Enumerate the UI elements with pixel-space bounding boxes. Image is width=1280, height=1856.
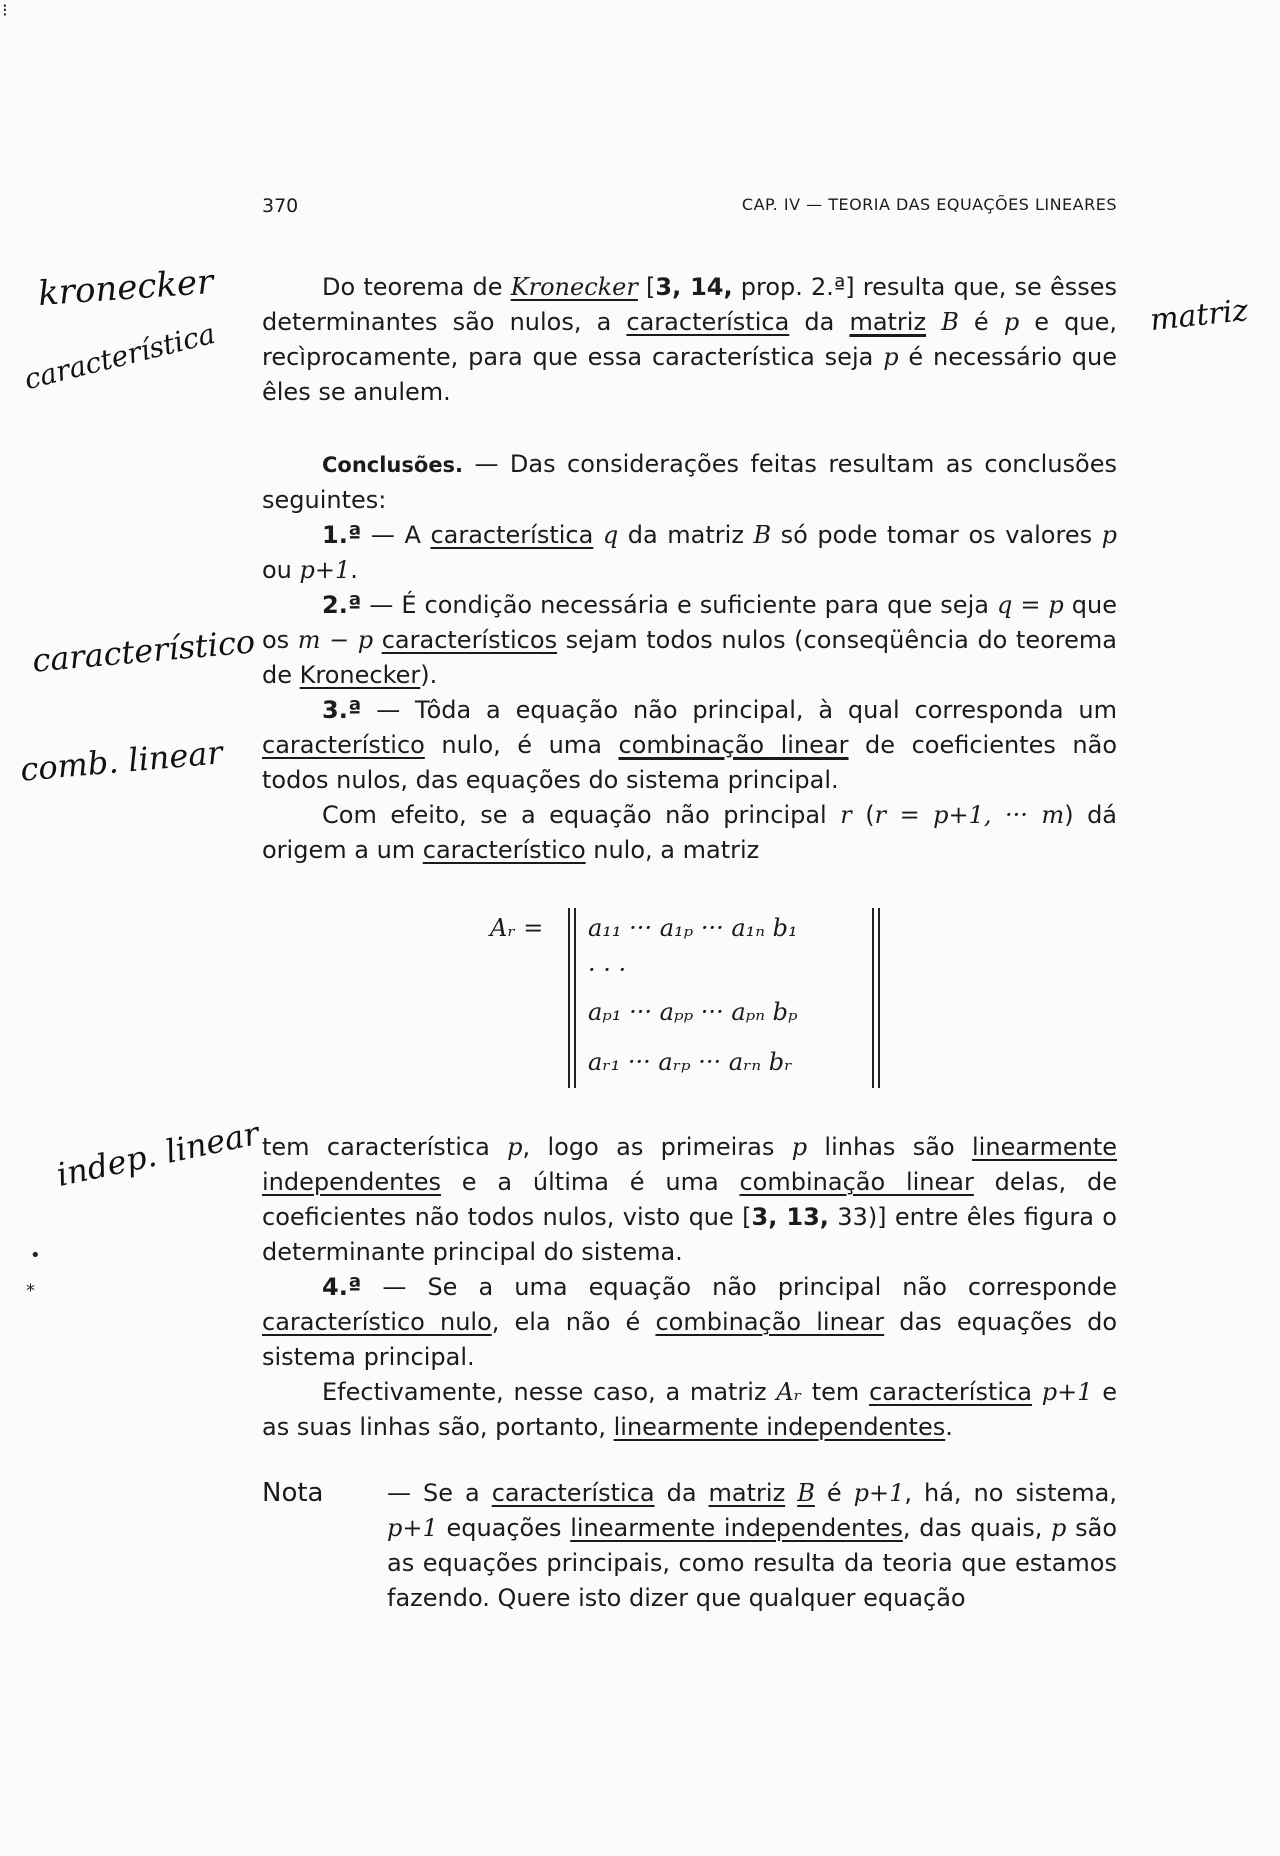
margin-note-comb-linear: comb. linear — [18, 733, 225, 789]
conclusions-section — [262, 447, 1117, 868]
term-caracteristica: característica — [626, 308, 790, 336]
paragraph-after-matrix — [262, 1130, 1117, 1445]
page-number: 370 — [262, 195, 299, 217]
term-matriz: matriz — [849, 308, 927, 336]
matrix-row: aᵣ₁ ··· aᵣₚ ··· aᵣₙ bᵣ — [588, 1048, 793, 1076]
conclusion-1: 1.ª — A característica q da matriz B só pode tomar os valores p ou p+1. — [262, 521, 1118, 584]
conclusion-3: 3.ª — Tôda a equação não principal, à qual corresponda um característico nulo, é uma combinação linear de coeficientes não todos nulos, das equações do sistema principal. — [262, 696, 1118, 794]
matrix-Ar — [490, 908, 890, 1088]
conclusion-4-proof: Efectivamente, nesse caso, a matriz Aᵣ tem característica p+1 e as suas linhas são, portanto, linearmente independentes. — [262, 1378, 1117, 1441]
scan-mark: ⁝ — [2, 0, 8, 21]
conclusion-3-proof: Com efeito, se a equação não principal r (r = p+1, ··· m) dá origem a um característico nulo, a matriz — [262, 801, 1118, 864]
matrix-row: a₁₁ ··· a₁ₚ ··· a₁ₙ b₁ — [588, 914, 798, 942]
matrix-bracket-left — [568, 908, 570, 1088]
margin-note-kronecker: kronecker — [36, 261, 215, 315]
paragraph-kronecker: Do teorema de Kronecker [3, 14, prop. 2.ª] resulta que, se êsses determinantes são nulos, a característica da matriz B é p e que, recìprocamente, para que essa característica seja p é necessário que êles se anulem. — [262, 273, 1117, 406]
conclusions-label: Conclusões. — [322, 453, 464, 477]
margin-mark: • — [30, 1245, 41, 1266]
conclusion-3-continued: tem característica p, logo as primeiras p linhas são linearmente independentes e a última é uma combinação linear delas, de coeficientes não todos nulos, visto que [3, 13, 33)] entre êles figura o determinante principal do sistema. — [262, 1133, 1118, 1266]
matrix-bracket-left — [574, 908, 576, 1088]
matrix-bracket-right — [878, 908, 880, 1088]
conclusions-intro: Conclusões. — Das considerações feitas resultam as conclusões seguintes: — [262, 450, 1117, 514]
note-section — [262, 1476, 1117, 1616]
matrix-label: Aᵣ = — [490, 914, 544, 942]
margin-note-caracteristico: característico — [30, 622, 257, 680]
chapter-title: CAP. IV — TEORIA DAS EQUAÇÕES LINEARES — [741, 195, 1117, 214]
margin-note-matriz: matriz — [1148, 292, 1250, 339]
margin-note-caracteristica: característica — [20, 316, 219, 397]
matrix-row: · · · — [588, 956, 627, 984]
conclusion-2: 2.ª — É condição necessária e suficiente para que seja q = p que os m − p característicos sejam todos nulos (conseqüência do teorema de Kronecker). — [262, 591, 1118, 689]
reference: 3, 14, — [655, 273, 733, 301]
note-label: Nota — [262, 1478, 324, 1508]
matrix-bracket-right — [872, 908, 874, 1088]
conclusion-4: 4.ª — Se a uma equação não principal não corresponde característico nulo, ela não é combinação linear das equações do sistema principal. — [262, 1273, 1117, 1371]
matrix-row: aₚ₁ ··· aₚₚ ··· aₚₙ bₚ — [588, 998, 798, 1026]
margin-mark: ⁎ — [26, 1275, 35, 1296]
margin-note-indep-linear: indep. linear — [53, 1114, 263, 1194]
note-body: — Se a característica da matriz B é p+1, há, no sistema, p+1 equações linearmente independentes, das quais, p são as equações principais, como resulta da teoria que estamos fazendo. Quere isto dizer que qualquer equação — [387, 1479, 1118, 1612]
term-kronecker: Kronecker — [510, 273, 638, 301]
